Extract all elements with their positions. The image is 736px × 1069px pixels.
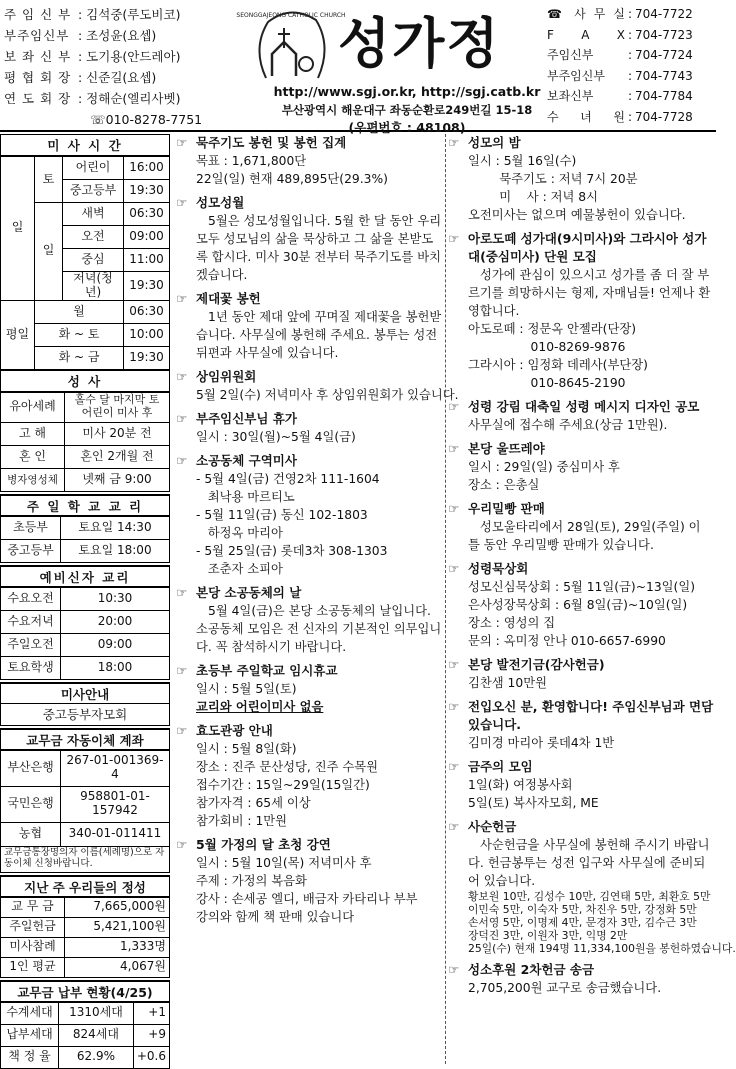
mass-time: 19:30 <box>124 346 170 369</box>
notice-line: 일시 : 30일(월)~5월 4일(금) <box>196 430 356 444</box>
staff-name: : 도기용(안드레아) <box>78 49 181 64</box>
school-key: 중고등부 <box>1 539 61 562</box>
announcements-right <box>448 134 736 1003</box>
phone-number: 704-7743 <box>635 68 693 83</box>
phone-row <box>547 45 712 66</box>
notice-line: 최낙용 마르티노 <box>196 490 295 504</box>
website-links[interactable]: http://www.sgj.or.kr, http://sgj.catb.kr <box>273 84 541 99</box>
notice-line: 010-8269-9876 <box>468 340 626 354</box>
church-logo <box>236 8 346 84</box>
phone-row <box>547 25 712 46</box>
catechumen-key: 수요저녁 <box>1 610 61 633</box>
colon: : <box>627 89 633 104</box>
sunday-label: 일 <box>1 157 35 301</box>
notice-title-text: 성모의 밤 <box>468 135 521 150</box>
notice-line: - 5월 4일(금) 건영2차 111-1604 <box>196 472 380 486</box>
phone-label: F A X <box>547 27 625 42</box>
mass-who: 오전 <box>63 226 124 249</box>
day-label: 일 <box>35 203 63 301</box>
mass-title: 미 사 시 간 <box>0 134 170 156</box>
pointer-icon: ☞ <box>176 135 188 150</box>
phone-number: 704-7723 <box>635 27 693 42</box>
stats-value: 7,665,000원 <box>65 897 170 917</box>
notice-line: 묵주기도 : 저녁 7시 20분 <box>468 172 638 186</box>
notice-line: - 5월 11일(금) 동신 102-1803 <box>196 508 368 522</box>
mass-time: 16:00 <box>124 157 170 180</box>
phone-row <box>547 4 712 25</box>
stats-value: 1,333명 <box>65 937 170 957</box>
mass-time: 06:30 <box>124 203 170 226</box>
mass-who: 화 ~ 토 <box>35 323 124 346</box>
notice-block <box>448 500 714 554</box>
mass-who: 화 ~ 금 <box>35 346 124 369</box>
colon: : <box>627 68 633 83</box>
donor-line: 이민숙 5만, 이숙자 5만, 차진우 5만, 강정화 5만 <box>468 903 697 916</box>
notice-line: 김찬샘 10만원 <box>468 676 547 690</box>
staff-role: 부주임신부 <box>4 28 70 43</box>
sacrament-table <box>0 392 170 492</box>
notice-line: 김미경 마리아 롯데4차 1반 <box>468 736 615 750</box>
notice-title-text: 묵주기도 봉헌 및 봉헌 집계 <box>196 135 347 150</box>
transfer-table <box>0 750 170 873</box>
mass-time: 06:30 <box>124 300 170 323</box>
stats-table <box>0 897 170 978</box>
notice-title <box>176 584 444 602</box>
sacrament-key: 유아세례 <box>1 392 65 422</box>
notice-block <box>448 961 714 997</box>
colon: : <box>627 109 633 124</box>
notice-title <box>448 818 714 836</box>
notice-line: 5월 4일(금)은 본당 소공동체의 날입니다. 소공동체 모임은 전 신자의 기본적인 의무입니다. 꼭 참석하시기 바랍니다. <box>196 604 442 654</box>
pointer-icon: ☞ <box>448 231 460 246</box>
notice-title-text: 5월 가정의 달 초청 강연 <box>196 837 331 852</box>
notice-title <box>448 440 714 458</box>
notice-line: 일시 : 5월 5일(토) <box>196 682 297 696</box>
staff-phone: ☏010-8278-7751 <box>90 112 203 127</box>
pointer-icon: ☞ <box>176 453 188 468</box>
notice-line: 강사 : 손세공 엘디, 배금자 카타리나 부부 <box>196 892 418 906</box>
notice-line: 22일(일) 현재 489,895단(29.3%) <box>196 172 388 186</box>
brand-title: 성가정 <box>338 11 501 75</box>
notice-title-text: 효도관광 안내 <box>196 723 273 738</box>
notice-line: 일시 : 29일(일) 중심미사 후 <box>468 460 620 474</box>
pointer-icon: ☞ <box>448 699 460 714</box>
stats-key: 주일헌금 <box>1 917 65 937</box>
sacrament-value: 넷째 금 9:00 <box>65 468 170 491</box>
notice-block <box>176 722 444 830</box>
dues-delta: +0.6 <box>133 1046 169 1068</box>
sacrament-title: 성 사 <box>0 370 170 392</box>
colon: : <box>627 27 633 42</box>
postcode: (우편번호 : 48108) <box>348 120 466 135</box>
notice-block <box>448 398 714 434</box>
sacrament-key: 고 해 <box>1 422 65 445</box>
announcements-middle <box>176 134 459 932</box>
phone-row <box>547 107 712 128</box>
phone-label: 부주임신부 <box>547 68 605 83</box>
notice-title-text: 성모성월 <box>196 195 245 210</box>
staff-row <box>4 4 236 25</box>
notice-block <box>448 230 714 392</box>
notice-line: 미 사 : 저녁 8시 <box>468 190 598 204</box>
notice-line: 사무실에 접수해 주세요(상금 1만원). <box>468 418 668 432</box>
notice-block <box>448 440 714 494</box>
school-key: 초등부 <box>1 516 61 539</box>
sacrament-key: 혼 인 <box>1 445 65 468</box>
transfer-title: 교무금 자동이체 계좌 <box>0 728 170 750</box>
phone-list <box>547 4 712 128</box>
pointer-icon: ☞ <box>448 501 460 516</box>
phone-label: 수 녀 원 <box>547 109 625 124</box>
bank-name: 국민은행 <box>1 786 61 822</box>
notice-title <box>448 398 714 416</box>
phone-label: 보좌신부 <box>547 89 594 104</box>
donor-line: 25일(수) 현재 194명 11,334,100원을 봉헌하였습니다. <box>468 942 736 955</box>
dues-delta: +9 <box>133 1024 169 1046</box>
notice-line: 5월은 성모성월입니다. 5월 한 달 동안 우리 모두 성모님의 삶을 묵상하고 그 삶을 본받도록 합시다. 미사 30분 전부터 묵주기도를 바치겠습니다. <box>196 214 442 282</box>
notice-line: 조춘자 소피아 <box>196 562 283 576</box>
dues-title: 교무금 납부 현황(4/25) <box>0 980 170 1002</box>
pointer-icon: ☞ <box>176 291 188 306</box>
notice-title-text: 성령 강림 대축일 성령 메시지 디자인 공모 <box>468 399 700 414</box>
notice-line: 1년 동안 제대 앞에 꾸며질 제대꽃을 봉헌받습니다. 사무실에 봉헌해 주세요. 봉투는 성전 뒤편과 사무실에 있습니다. <box>196 310 442 360</box>
bank-name: 농협 <box>1 822 61 846</box>
mass-guide-title: 미사안내 <box>0 682 170 704</box>
pointer-icon: ☞ <box>448 441 460 456</box>
mass-who: 어린이 <box>63 157 124 180</box>
sacrament-key: 병자영성체 <box>1 468 65 491</box>
staff-name: : 김석중(루도비코) <box>78 7 181 22</box>
notice-block <box>176 836 444 926</box>
mass-time: 09:00 <box>124 226 170 249</box>
pointer-icon: ☞ <box>448 962 460 977</box>
notice-line: - 5월 25일(금) 롯데3차 308-1303 <box>196 544 388 558</box>
notice-line: 성가에 관심이 있으시고 성가를 좀 더 잘 부르기를 희망하시는 형제, 자매님들! 언제나 환영합니다. <box>468 268 711 318</box>
notice-line: 일시 : 5월 16일(수) <box>468 154 577 168</box>
stats-value: 4,067원 <box>65 957 170 977</box>
notice-line: 5월 2일(수) 저녁미사 후 상임위원회가 있습니다. <box>196 388 459 402</box>
notice-line: 1일(화) 여정봉사회 <box>468 778 573 792</box>
dues-key: 수계세대 <box>1 1002 59 1024</box>
notice-title <box>448 134 714 152</box>
catechumen-value: 18:00 <box>61 656 170 679</box>
catechumen-value: 10:30 <box>61 587 170 610</box>
phone-row <box>547 86 712 107</box>
phone-number: 704-7728 <box>635 109 693 124</box>
notice-title-text: 부주임신부님 휴가 <box>196 411 297 426</box>
notice-line: 사순헌금을 사무실에 봉헌해 주시기 바랍니다. 헌금봉투는 성전 입구와 사무실에 준비되어 있습니다. <box>468 838 710 888</box>
notice-title <box>448 758 714 776</box>
notice-line: 일시 : 5월 10일(목) 저녁미사 후 <box>196 856 372 870</box>
notice-title <box>448 230 714 266</box>
staff-row <box>4 67 236 88</box>
notice-block <box>176 452 444 578</box>
pointer-icon: ☞ <box>448 399 460 414</box>
dues-delta: +1 <box>133 1002 169 1024</box>
notice-block <box>448 698 714 752</box>
transfer-note: 교무금통장명의자 이름(세례명)으로 자동이체 신청바랍니다. <box>1 846 170 872</box>
donor-line: 손서영 5만, 이명제 4만, 문경자 3만, 김수근 3만 <box>468 916 697 929</box>
notice-line: 장소 : 진주 문산성당, 진주 수목원 <box>196 760 379 774</box>
staff-name: : 조성윤(요셉) <box>78 28 157 43</box>
notice-title-text: 소공동체 구역미사 <box>196 453 297 468</box>
colon: : <box>627 48 633 63</box>
svg-text:SEONGGAJEONG CATHOLIC CHURCH: SEONGGAJEONG CATHOLIC CHURCH <box>236 12 346 19</box>
pointer-icon: ☞ <box>448 561 460 576</box>
staff-name: : 신준길(요셉) <box>78 70 157 85</box>
notice-line: 장소 : 은총실 <box>468 478 540 492</box>
notice-line: 주제 : 가정의 복음화 <box>196 874 307 888</box>
stats-key: 1인 평균 <box>1 957 65 977</box>
donor-line: 장덕진 3만, 이원자 3만, 익명 2만 <box>468 929 628 942</box>
notice-title-text: 본당 소공동체의 날 <box>196 585 302 600</box>
notice-title-text: 성소후원 2차헌금 송금 <box>468 962 595 977</box>
notice-block <box>176 584 444 656</box>
staff-row <box>4 25 236 46</box>
pointer-icon: ☞ <box>176 585 188 600</box>
staff-role: 연 도 회 장 <box>4 91 72 106</box>
staff-role: 주 임 신 부 <box>4 7 72 22</box>
notice-line: 일시 : 5월 8일(화) <box>196 742 297 756</box>
notice-block <box>176 368 459 404</box>
notice-emphasis: 교리와 어린이미사 없음 <box>196 700 324 714</box>
stats-key: 미사참례 <box>1 937 65 957</box>
left-sidebar <box>0 134 170 1069</box>
staff-list <box>4 4 236 130</box>
mass-who: 월 <box>35 300 124 323</box>
dues-value: 62.9% <box>59 1046 134 1068</box>
bank-name: 부산은행 <box>1 750 61 786</box>
catechumen-key: 수요오전 <box>1 587 61 610</box>
catechumen-key: 토요학생 <box>1 656 61 679</box>
weekday-label: 평일 <box>1 300 35 369</box>
notice-block <box>448 656 714 692</box>
notice-title <box>176 452 444 470</box>
pointer-icon: ☞ <box>448 819 460 834</box>
notice-line: 010-8645-2190 <box>468 376 626 390</box>
notice-line: 하정옥 마리아 <box>196 526 283 540</box>
notice-line: 2,705,200원 교구로 송금했습니다. <box>468 981 662 995</box>
notice-block <box>448 818 736 955</box>
mass-who: 저녁(청년) <box>63 272 124 301</box>
sunday-school-table <box>0 516 170 563</box>
notice-line: 강의와 함께 책 판매 있습니다 <box>196 910 355 924</box>
notice-title <box>448 500 714 518</box>
notice-line: 5일(토) 복사자모회, ME <box>468 796 599 810</box>
sacrament-value: 홀수 달 마지막 토 어린이 미사 후 <box>65 392 170 422</box>
sunday-school-title: 주 일 학 교 교 리 <box>0 494 170 516</box>
dues-key: 책 정 율 <box>1 1046 59 1068</box>
mass-time: 19:30 <box>124 272 170 301</box>
notice-line: 참가회비 : 1만원 <box>196 814 288 828</box>
bank-account: 267-01-001369-4 <box>61 750 170 786</box>
notice-title <box>176 410 444 428</box>
dues-value: 1310세대 <box>59 1002 134 1024</box>
pointer-icon: ☞ <box>176 663 188 678</box>
mass-who: 새벽 <box>63 203 124 226</box>
phone-row <box>547 66 712 87</box>
phone-number: 704-7722 <box>635 7 693 21</box>
notice-line: 성모울타리에서 28일(토), 29일(주일) 이틀 동안 우리밀빵 판매가 있습니다. <box>468 520 701 552</box>
notice-line: 오전미사는 없으며 예물봉헌이 있습니다. <box>468 208 686 222</box>
notice-title-text: 아로도떼 성가대(9시미사)와 그라시아 성가대(중심미사) 단원 모집 <box>468 231 707 264</box>
phone-number: 704-7784 <box>635 89 693 104</box>
notice-title-text: 본당 울뜨레야 <box>468 441 545 456</box>
donor-line: 황보원 10만, 김성수 10만, 김연태 5만, 최환호 5만 <box>468 890 711 903</box>
mass-guide-value: 중고등부자모회 <box>0 704 170 726</box>
notice-title-text: 사순헌금 <box>468 819 517 834</box>
pointer-icon: ☞ <box>448 759 460 774</box>
header <box>0 0 716 135</box>
mass-who: 중심 <box>63 249 124 272</box>
notice-block <box>448 560 714 650</box>
mass-time: 10:00 <box>124 323 170 346</box>
notice-line: 접수기간 : 15일~29일(15일간) <box>196 778 370 792</box>
notice-block <box>176 662 444 716</box>
stats-key: 교 무 금 <box>1 897 65 917</box>
mass-table <box>0 156 170 370</box>
notice-block <box>448 758 714 812</box>
notice-block <box>176 194 444 284</box>
notice-title <box>448 961 714 979</box>
notice-title <box>448 656 714 674</box>
notice-title <box>176 134 444 152</box>
pointer-icon: ☞ <box>176 369 188 384</box>
notice-line: 아도로떼 : 정문옥 안젤라(단장) <box>468 322 637 336</box>
notice-line: 문의 : 옥미정 안나 010-6657-6990 <box>468 634 666 648</box>
notice-line: 은사성장묵상회 : 6월 8일(금)~10일(일) <box>468 598 688 612</box>
pointer-icon: ☞ <box>176 837 188 852</box>
notice-block <box>176 290 444 362</box>
bank-account: 958801-01-157942 <box>61 786 170 822</box>
school-value: 토요일 18:00 <box>61 539 170 562</box>
notice-line: 그라시아 : 임정화 데레사(부단장) <box>468 358 648 372</box>
colon: : <box>627 7 633 21</box>
staff-role: 평 협 회 장 <box>4 70 72 85</box>
staff-name: : 정해순(엘리사벳) <box>78 91 181 106</box>
notice-title <box>176 836 444 854</box>
address: 부산광역시 해운대구 좌동순환로249번길 15-18 <box>281 103 533 117</box>
dues-value: 824세대 <box>59 1024 134 1046</box>
catechumen-value: 09:00 <box>61 633 170 656</box>
notice-line: 성모신심묵상회 : 5월 11일(금)~13일(일) <box>468 580 696 594</box>
notice-line: 목표 : 1,671,800단 <box>196 154 307 168</box>
staff-role: 보 좌 신 부 <box>4 49 72 64</box>
phone-label: ☎ 사 무 실 <box>547 7 625 21</box>
notice-title <box>448 560 714 578</box>
pointer-icon: ☞ <box>176 411 188 426</box>
notice-line: 참가자격 : 65세 이상 <box>196 796 311 810</box>
notice-title <box>176 194 444 212</box>
mass-who: 중고등부 <box>63 180 124 203</box>
catechumen-title: 예비신자 교리 <box>0 565 170 587</box>
notice-title-text: 성령묵상회 <box>468 561 529 576</box>
stats-title: 지난 주 우리들의 정성 <box>0 875 170 897</box>
bank-account: 340-01-011411 <box>61 822 170 846</box>
notice-block <box>176 134 444 188</box>
stats-value: 5,421,100원 <box>65 917 170 937</box>
sacrament-value: 미사 20분 전 <box>65 422 170 445</box>
catechumen-table <box>0 587 170 680</box>
notice-title <box>176 368 444 386</box>
notice-block <box>176 410 444 446</box>
school-value: 토요일 14:30 <box>61 516 170 539</box>
pointer-icon: ☞ <box>448 135 460 150</box>
catechumen-key: 주일오전 <box>1 633 61 656</box>
dues-key: 납부세대 <box>1 1024 59 1046</box>
notice-title-text: 금주의 모임 <box>468 759 533 774</box>
notice-title-text: 본당 발전기금(감사헌금) <box>468 657 605 672</box>
notice-line: 장소 : 영성의 집 <box>468 616 556 630</box>
staff-row <box>4 88 236 109</box>
sacrament-value: 혼인 2개월 전 <box>65 445 170 468</box>
notice-title-text: 상임위원회 <box>196 369 257 384</box>
notice-title <box>176 290 444 308</box>
notice-title <box>176 662 444 680</box>
staff-row <box>4 46 236 67</box>
notice-title-text: 우리밀빵 판매 <box>468 501 545 516</box>
notice-title <box>176 722 444 740</box>
catechumen-value: 20:00 <box>61 610 170 633</box>
phone-label: 주임신부 <box>547 48 594 63</box>
notice-block <box>448 134 714 224</box>
saturday-label: 토 <box>35 157 63 203</box>
phone-number: 704-7724 <box>635 48 693 63</box>
notice-title <box>448 698 714 734</box>
pointer-icon: ☞ <box>176 723 188 738</box>
pointer-icon: ☞ <box>176 195 188 210</box>
pointer-icon: ☞ <box>448 657 460 672</box>
notice-title-text: 제대꽃 봉헌 <box>196 291 261 306</box>
mass-time: 19:30 <box>124 180 170 203</box>
column-divider <box>445 134 446 1064</box>
notice-title-text: 전입오신 분, 환영합니다! 주임신부님과 면담 있습니다. <box>468 699 714 732</box>
mass-time: 11:00 <box>124 249 170 272</box>
dues-table <box>0 1002 170 1069</box>
contact-block <box>262 83 552 137</box>
notice-title-text: 초등부 주일학교 임시휴교 <box>196 663 338 678</box>
